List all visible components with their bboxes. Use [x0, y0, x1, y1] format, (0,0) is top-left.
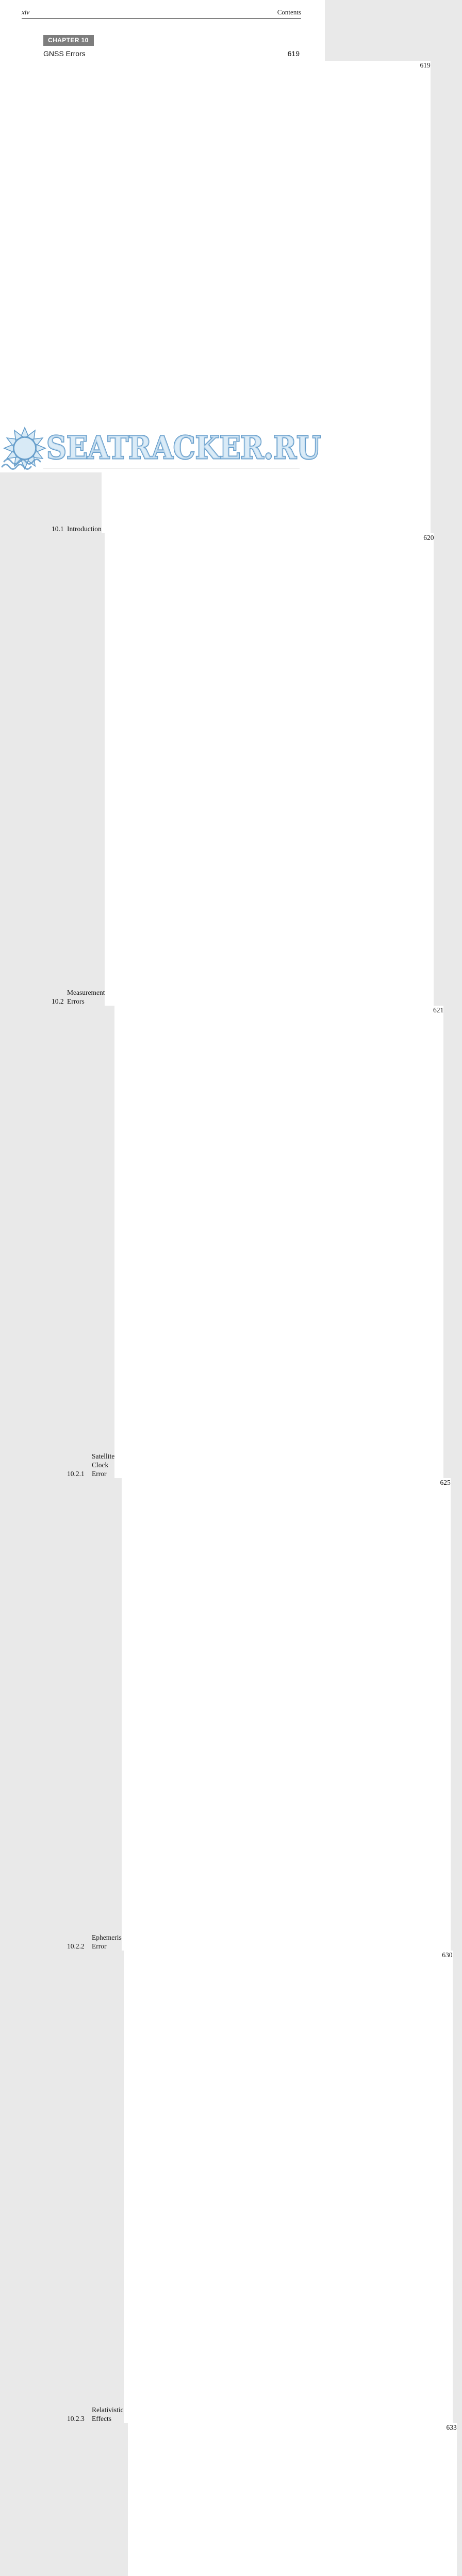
toc-entry	[43, 533, 434, 1006]
entry-page-number: 621	[114, 1006, 443, 1478]
toc-entry	[43, 2423, 457, 2576]
watermark-text: SEATRACKER.RU	[46, 430, 321, 466]
toc-entry	[43, 1478, 451, 1951]
chapter-page-number: 619	[287, 49, 300, 58]
entry-title: Introduction	[67, 525, 102, 533]
entry-number: 10.2	[52, 997, 64, 1005]
table-of-contents	[43, 35, 457, 2576]
entry-title: Satellite Clock Error	[92, 1452, 115, 1478]
entry-title: Ephemeris Error	[92, 1934, 122, 1950]
chapter-title: GNSS Errors	[43, 49, 86, 58]
entry-number: 10.1	[52, 525, 64, 533]
entry-number: 10.2.1	[67, 1470, 85, 1478]
entry-page-number: 630	[124, 1951, 453, 2423]
toc-entry	[43, 1006, 444, 1478]
toc-entry	[43, 61, 431, 533]
contents-heading: Contents	[277, 8, 301, 16]
page-header	[22, 8, 301, 19]
folio-page-number: xiv	[22, 8, 30, 16]
entry-page-number: 625	[122, 1478, 451, 1951]
entry-page-number: 619	[102, 61, 431, 533]
toc-entry	[43, 1951, 453, 2423]
entry-title: Relativistic Effects	[92, 2406, 124, 2422]
entry-page-number: 620	[105, 533, 434, 1006]
chapter-badge: CHAPTER 10	[43, 35, 94, 46]
sun-waves-icon	[2, 428, 45, 469]
entry-number: 10.2.2	[67, 1942, 85, 1950]
entry-page-number: 633	[128, 2423, 457, 2576]
chapter-section	[43, 35, 457, 2576]
chapter-title-row	[43, 49, 300, 58]
entry-title: Measurement Errors	[67, 989, 105, 1005]
entry-number: 10.2.3	[67, 2415, 85, 2422]
